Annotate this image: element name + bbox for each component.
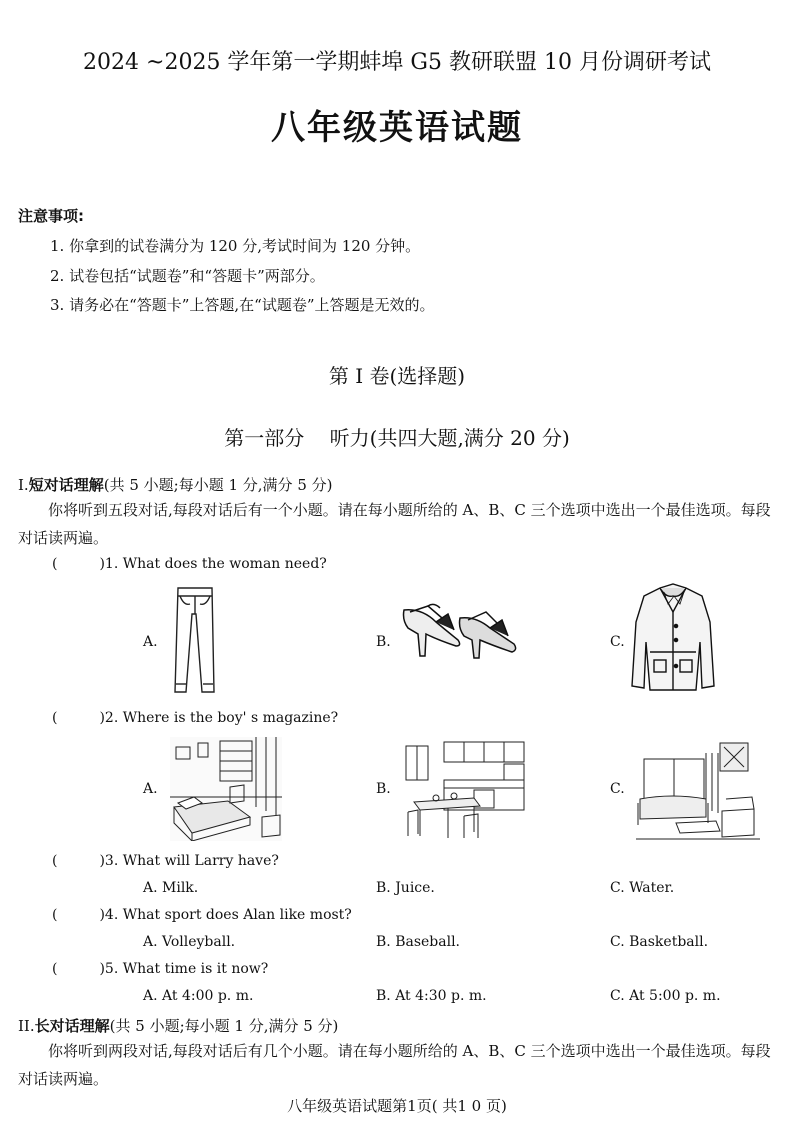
exam-title: 2024 ~2025 学年第一学期蚌埠 G5 教研联盟 10 月份调研考试 xyxy=(83,50,711,75)
section2-heading xyxy=(18,1015,338,1036)
section1-instructions: 你将听到五段对话,每段对话后有一个小题。请在每小题所给的 A、B、C 三个选项中选出一个最佳选项。每段对话读两遍。 xyxy=(18,501,771,547)
option-text: C. Water. xyxy=(610,880,675,896)
answer-paren: ( xyxy=(52,907,58,923)
question-stem: )2. Where is the boy' s magazine? xyxy=(99,710,339,726)
section2-instructions: 你将听到两段对话,每段对话后有几个小题。请在每小题所给的 A、B、C 三个选项中选出一个最佳选项。每段对话读两遍。 xyxy=(18,1042,771,1088)
question-stem: )5. What time is it now? xyxy=(99,961,269,977)
bedroom-drawing xyxy=(170,737,282,841)
question-2 xyxy=(52,710,338,726)
question-stem: )1. What does the woman need? xyxy=(99,556,327,572)
pants-drawing xyxy=(170,584,220,694)
option-label: B. xyxy=(376,634,391,650)
question-5 xyxy=(52,961,268,977)
answer-paren: ( xyxy=(52,710,58,726)
page-footer: 八年级英语试题第1页( 共1 0 页) xyxy=(287,1097,507,1115)
answer-paren: ( xyxy=(52,961,58,977)
section-name: 短对话理解 xyxy=(28,476,104,494)
question-4 xyxy=(52,907,352,923)
option-text: A. At 4:00 p. m. xyxy=(143,988,254,1004)
jacket-drawing xyxy=(630,582,716,694)
section-score: (共 5 小题;每小题 1 分,满分 5 分) xyxy=(103,476,333,494)
section-number: I. xyxy=(18,476,29,494)
option-text: B. Baseball. xyxy=(376,934,461,950)
option-label: A. xyxy=(143,634,158,650)
volume-title: 第 I 卷(选择题) xyxy=(328,364,466,388)
note-item: 1. 你拿到的试卷满分为 120 分,考试时间为 120 分钟。 xyxy=(50,237,421,255)
section-score: (共 5 小题;每小题 1 分,满分 5 分) xyxy=(109,1017,339,1035)
option-text: A. Volleyball. xyxy=(143,934,236,950)
kitchen-drawing xyxy=(404,740,528,840)
sandals-drawing xyxy=(398,600,520,662)
option-label: B. xyxy=(376,781,391,797)
option-label: C. xyxy=(610,781,625,797)
section-number: II. xyxy=(18,1017,35,1035)
note-item: 2. 试卷包括“试题卷”和“答题卡”两部分。 xyxy=(50,267,325,285)
note-item: 3. 请务必在“答题卡”上答题,在“试题卷”上答题是无效的。 xyxy=(50,296,435,314)
section1-heading xyxy=(18,474,333,495)
option-text: A. Milk. xyxy=(143,880,199,896)
option-text: B. At 4:30 p. m. xyxy=(376,988,487,1004)
living-room-drawing xyxy=(636,739,760,841)
question-stem: )4. What sport does Alan like most? xyxy=(99,907,352,923)
option-text: C. At 5:00 p. m. xyxy=(610,988,721,1004)
section-name: 长对话理解 xyxy=(34,1017,110,1035)
option-label: C. xyxy=(610,634,625,650)
question-1 xyxy=(52,556,327,572)
notes-heading: 注意事项: xyxy=(18,207,84,225)
question-3 xyxy=(52,853,279,869)
option-text: B. Juice. xyxy=(376,880,435,896)
answer-paren: ( xyxy=(52,556,58,572)
subject-title: 八年级英语试题 xyxy=(271,108,523,148)
question-stem: )3. What will Larry have? xyxy=(99,853,279,869)
option-text: C. Basketball. xyxy=(610,934,709,950)
part-title: 第一部分 听力(共四大题,满分 20 分) xyxy=(224,426,570,450)
answer-paren: ( xyxy=(52,853,58,869)
option-label: A. xyxy=(143,781,158,797)
